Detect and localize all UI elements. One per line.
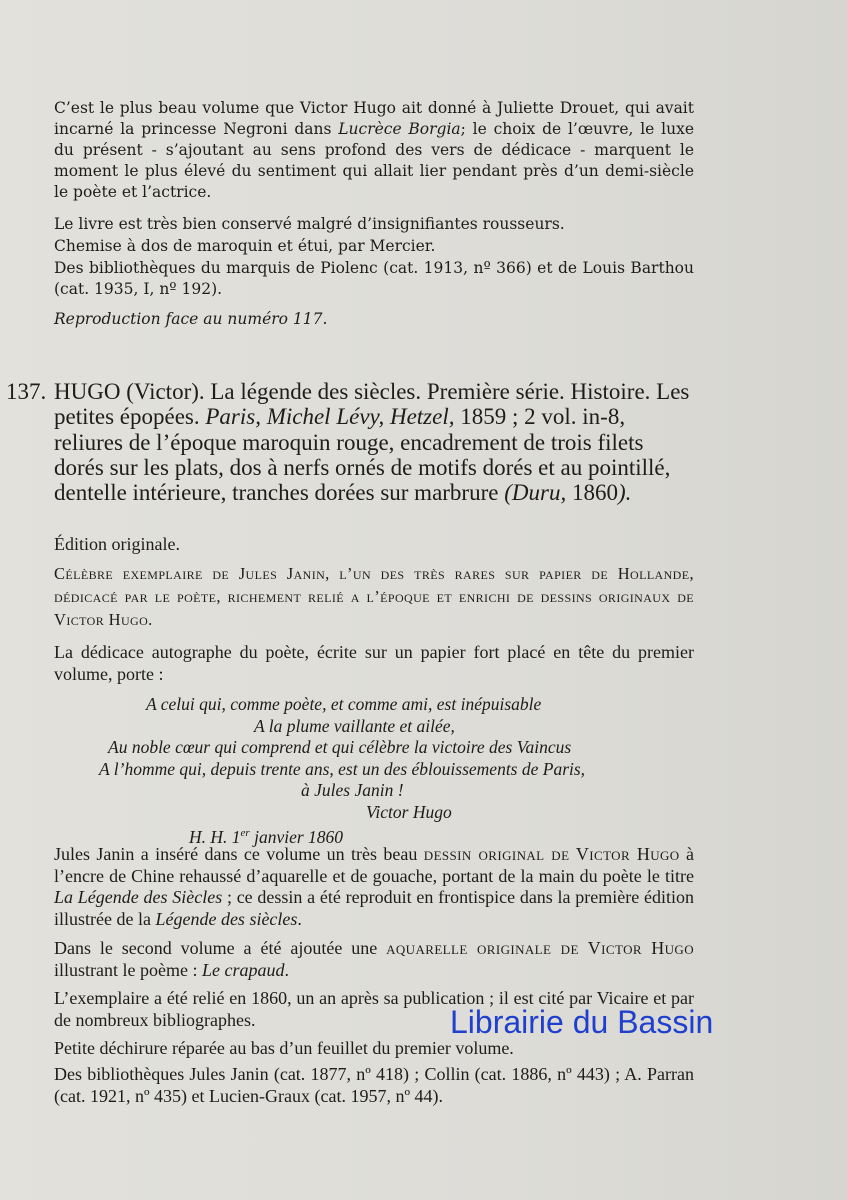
poem-line: à Jules Janin ! — [301, 780, 404, 800]
edition-note: Édition originale. — [54, 534, 180, 554]
provenance-paragraph: Des bibliothèques du marquis de Piolenc (cat. 1913, nº 366) et de Louis Barthou (cat. 1935, I, nº 192). — [54, 259, 694, 298]
provenance-paragraph-2: Des bibliothèques Jules Janin (cat. 1877, nº 418) ; Collin (cat. 1886, nº 443) ; A. Parran (cat. 1921, nº 435) et Lucien-Graux (cat. 1957, nº 44). — [54, 1064, 694, 1106]
reproduction-note: Reproduction face au numéro 117. — [54, 310, 328, 328]
aquarelle-paragraph: Dans le second volume a été ajoutée une aquarelle originale de Victor Hugo illustrant le poème : Le crapaud. — [54, 938, 694, 980]
juliette-drouet-paragraph: C’est le plus beau volume que Victor Hugo ait donné à Juliette Drouet, qui avait incarné la princesse Negroni dans Lucrèce Borgia; le choix de l’œuvre, le luxe du présent - s’ajoutant au sens profond des vers de dédicace - marquent le moment le plus élevé du sentiment qui allait lier pendant près d’un demi-siècle le poète et l’actrice. — [54, 99, 694, 201]
dechirure-note: Petite déchirure réparée au bas d’un feuillet du premier volume. — [54, 1038, 514, 1058]
dessin-paragraph: Jules Janin a inséré dans ce volume un très beau dessin original de Victor Hugo à l’encre de Chine rehaussé d’aquarelle et de gouache, portant de la main du poète le titre La Légende des Siècles ; ce dessin a été reproduit en frontispice dans la première édition illustrée de la Légende des siècles. — [54, 844, 694, 929]
entry-number: 137. — [6, 379, 47, 404]
reliure-paragraph: L’exemplaire a été relié en 1860, un an après sa publication ; il est cité par Vicaire et par de nombreux bibliographes. — [54, 988, 694, 1030]
chemise-line: Chemise à dos de maroquin et étui, par Mercier. — [54, 237, 436, 255]
celebre-exemplaire-paragraph: Célèbre exemplaire de Jules Janin, l’un des très rares sur papier de Hollande, dédicacé par le poète, richement relié a l’époque et enrichi de dessins originaux de Victor Hugo. — [54, 564, 694, 629]
poem-line: Au noble cœur qui comprend et qui célèbre la victoire des Vaincus — [108, 737, 572, 757]
poem-line: A la plume vaillante et ailée, — [254, 715, 455, 736]
poem-line: A celui qui, comme poète, et comme ami, est inépuisable — [146, 694, 542, 714]
dedication-poem — [54, 694, 694, 848]
conservation-line: Le livre est très bien conservé malgré d’insignifiantes rousseurs. — [54, 215, 565, 233]
poem-signature: Victor Hugo — [366, 801, 452, 822]
poem-line: A l’homme qui, depuis trente ans, est un des éblouissements de Paris, — [99, 758, 586, 779]
entry-heading: HUGO (Victor). La légende des siècles. Première série. Histoire. Les petites épopées. Paris, Michel Lévy, Hetzel, 1859 ; 2 vol. in-8, reliures de l’époque maroquin rouge, encadrement de trois filets dorés sur les plats, dos à nerfs ornés de motifs dorés et au pointillé, dentelle intérieure, tranches dorées sur marbrure (Duru, 1860). — [54, 379, 690, 506]
watermark-text: Librairie du Bassin — [450, 1004, 714, 1040]
dedicace-intro: La dédicace autographe du poète, écrite sur un papier fort placé en tête du premier volume, porte : — [54, 642, 694, 684]
poem-date: H. H. 1er janvier 1860 — [189, 826, 344, 847]
